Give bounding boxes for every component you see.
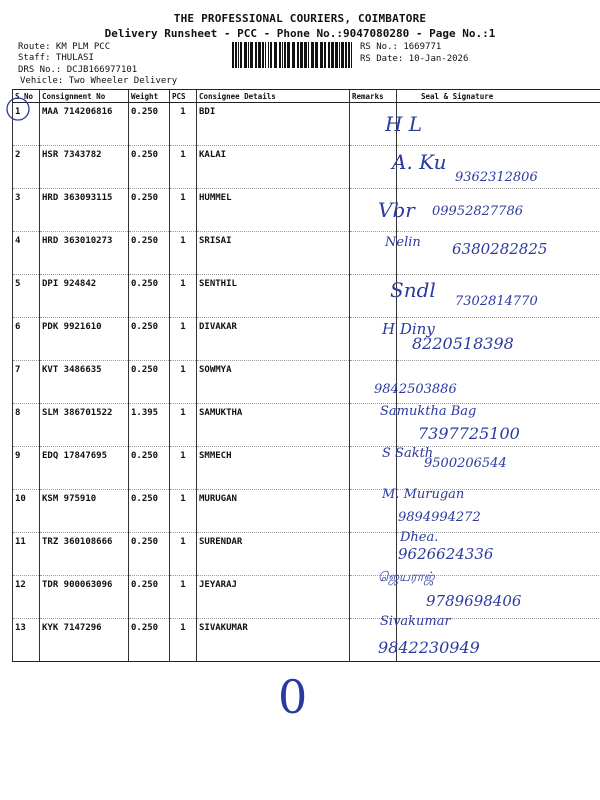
- weight-cell: 0.250: [129, 533, 170, 576]
- weight-cell: 0.250: [129, 318, 170, 361]
- weight-cell: 0.250: [129, 361, 170, 404]
- phone-note-row-13: 9842230949: [378, 638, 480, 657]
- table-row: [13, 361, 600, 404]
- phone-note-row-6: 8220518398: [412, 334, 514, 353]
- pcs-cell: 1: [170, 533, 197, 576]
- sno-cell: 7: [13, 361, 40, 404]
- barcode-bar: [351, 42, 352, 68]
- signature-row-2: A. Ku: [392, 150, 447, 174]
- staff-label: Staff: THULASI: [18, 53, 94, 63]
- barcode-graphic: [232, 42, 354, 68]
- barcode-bar: [320, 42, 323, 68]
- weight-cell: 0.250: [129, 619, 170, 662]
- signature-row-12: ஜெயராஜ்: [378, 570, 435, 585]
- handwritten-mark-bottom: 0: [278, 670, 308, 724]
- handwritten-circle-mark: [4, 94, 34, 124]
- consignment-cell: MAA 714206816: [40, 103, 129, 146]
- col-consignee: Consignee Details: [197, 90, 350, 103]
- sno-cell: 3: [13, 189, 40, 232]
- barcode-bar: [274, 42, 277, 68]
- consignee-cell: DIVAKAR: [197, 318, 350, 361]
- consignment-cell: KVT 3486635: [40, 361, 129, 404]
- consignee-cell: SMMECH: [197, 447, 350, 490]
- signature-row-11: Dhea.: [400, 530, 439, 545]
- signature-row-8: Samuktha Bag: [380, 404, 477, 419]
- weight-cell: 0.250: [129, 275, 170, 318]
- consignee-cell: JEYARAJ: [197, 576, 350, 619]
- barcode-bar: [270, 42, 272, 68]
- consignment-cell: TRZ 360108666: [40, 533, 129, 576]
- sno-cell: 11: [13, 533, 40, 576]
- signature-row-6: H Diny: [382, 320, 435, 338]
- weight-cell: 0.250: [129, 447, 170, 490]
- barcode-bar: [265, 42, 266, 68]
- phone-note-row-4: 6380282825: [452, 240, 548, 258]
- route-label: Route: KM PLM PCC: [18, 42, 111, 52]
- consignee-cell: SOWMYA: [197, 361, 350, 404]
- barcode-bar: [292, 42, 295, 68]
- rs-date: RS Date: 10-Jan-2026: [360, 54, 469, 64]
- company-name: THE PROFESSIONAL COURIERS, COIMBATORE: [173, 12, 427, 25]
- consignment-cell: TDR 900063096: [40, 576, 129, 619]
- table-row: [13, 490, 600, 533]
- barcode-bar: [287, 42, 290, 68]
- consignee-cell: SIVAKUMAR: [197, 619, 350, 662]
- remarks-cell: [350, 146, 397, 189]
- consignee-cell: HUMMEL: [197, 189, 350, 232]
- barcode-bar: [268, 42, 269, 68]
- weight-cell: 0.250: [129, 232, 170, 275]
- weight-cell: 0.250: [129, 146, 170, 189]
- pcs-cell: 1: [170, 275, 197, 318]
- barcode-bar: [238, 42, 239, 68]
- phone-note-row-12: 9789698406: [426, 592, 522, 610]
- signature-row-10: M. Murugan: [382, 487, 465, 502]
- sno-cell: 6: [13, 318, 40, 361]
- sno-cell: 4: [13, 232, 40, 275]
- col-weight: Weight: [129, 90, 170, 103]
- barcode-bar: [232, 42, 234, 68]
- consignment-cell: HRD 363010273: [40, 232, 129, 275]
- sno-cell: 9: [13, 447, 40, 490]
- signature-row-5: Sndl: [390, 278, 436, 302]
- sno-cell: 10: [13, 490, 40, 533]
- consignment-cell: EDQ 17847695: [40, 447, 129, 490]
- pcs-cell: 1: [170, 361, 197, 404]
- col-consignment: Consignment No: [40, 90, 129, 103]
- barcode-bar: [284, 42, 286, 68]
- consignment-cell: HRD 363093115: [40, 189, 129, 232]
- consignee-cell: KALAI: [197, 146, 350, 189]
- sno-cell: 5: [13, 275, 40, 318]
- barcode-bar: [250, 42, 253, 68]
- barcode-bar: [248, 42, 249, 68]
- barcode-bar: [324, 42, 326, 68]
- signature-cell: [397, 103, 600, 146]
- weight-cell: 1.395: [129, 404, 170, 447]
- pcs-cell: 1: [170, 318, 197, 361]
- consignment-cell: PDK 9921610: [40, 318, 129, 361]
- consignment-cell: SLM 386701522: [40, 404, 129, 447]
- pcs-cell: 1: [170, 490, 197, 533]
- barcode-bar: [304, 42, 307, 68]
- barcode-bar: [282, 42, 283, 68]
- table-row: [13, 103, 600, 146]
- consignment-cell: KYK 7147296: [40, 619, 129, 662]
- weight-cell: 0.250: [129, 103, 170, 146]
- consignee-cell: SAMUKTHA: [197, 404, 350, 447]
- runsheet-title: Delivery Runsheet - PCC - Phone No.:9047080280 - Page No.:1: [104, 27, 496, 40]
- consignment-cell: HSR 7343782: [40, 146, 129, 189]
- barcode-bar: [331, 42, 334, 68]
- pcs-cell: 1: [170, 189, 197, 232]
- consignee-cell: BDI: [197, 103, 350, 146]
- signature-row-1: H L: [385, 112, 423, 136]
- phone-note-row-11: 9626624336: [398, 545, 494, 563]
- consignee-cell: SURENDAR: [197, 533, 350, 576]
- col-remarks: Remarks: [350, 90, 397, 103]
- phone-note-row-2: 9362312806: [455, 170, 538, 185]
- barcode-bar: [339, 42, 340, 68]
- pcs-cell: 1: [170, 103, 197, 146]
- sno-cell: 12: [13, 576, 40, 619]
- sno-cell: 2: [13, 146, 40, 189]
- rs-number: RS No.: 1669771: [360, 42, 442, 52]
- weight-cell: 0.250: [129, 490, 170, 533]
- barcode-bar: [240, 42, 242, 68]
- barcode-bar: [300, 42, 303, 68]
- barcode-bar: [297, 42, 299, 68]
- barcode-bar: [258, 42, 261, 68]
- barcode-bar: [341, 42, 344, 68]
- signature-row-13: Sivakumar: [380, 614, 451, 629]
- signature-row-9: S Sakth: [382, 446, 434, 461]
- consignment-cell: DPI 924842: [40, 275, 129, 318]
- pcs-cell: 1: [170, 232, 197, 275]
- phone-note-row-9: 9500206544: [424, 456, 507, 471]
- sno-cell: 8: [13, 404, 40, 447]
- table-row: [13, 447, 600, 490]
- barcode-bar: [328, 42, 330, 68]
- phone-note-row-10: 9894994272: [398, 510, 481, 525]
- barcode-bar: [335, 42, 338, 68]
- weight-cell: 0.250: [129, 189, 170, 232]
- consignee-cell: SRISAI: [197, 232, 350, 275]
- phone-note-row-5: 7302814770: [455, 294, 538, 309]
- barcode-bar: [279, 42, 281, 68]
- barcode-bar: [244, 42, 247, 68]
- barcode-bar: [311, 42, 314, 68]
- barcode-bar: [345, 42, 347, 68]
- barcode-bar: [255, 42, 257, 68]
- barcode-bar: [348, 42, 350, 68]
- consignee-cell: MURUGAN: [197, 490, 350, 533]
- col-signature: Seal & Signature: [397, 90, 600, 103]
- table-row: [13, 533, 600, 576]
- barcode-bar: [308, 42, 309, 68]
- weight-cell: 0.250: [129, 576, 170, 619]
- barcode-bar: [262, 42, 264, 68]
- barcode-bar: [315, 42, 318, 68]
- barcode-bar: [235, 42, 237, 68]
- pcs-cell: 1: [170, 619, 197, 662]
- vehicle-label: Vehicle: Two Wheeler Delivery: [20, 76, 178, 86]
- sno-cell: 13: [13, 619, 40, 662]
- pcs-cell: 1: [170, 404, 197, 447]
- consignment-cell: KSM 975910: [40, 490, 129, 533]
- signature-row-4: Nelin: [385, 235, 421, 250]
- phone-note-row-7: 9842503886: [374, 382, 457, 397]
- sno-cell: 1: [13, 103, 40, 146]
- table-row: [13, 619, 600, 662]
- phone-note-row-8: 7397725100: [418, 424, 520, 443]
- signature-row-3: Vbr: [378, 198, 415, 222]
- pcs-cell: 1: [170, 576, 197, 619]
- phone-note-row-3: 09952827786: [432, 204, 523, 219]
- consignee-cell: SENTHIL: [197, 275, 350, 318]
- pcs-cell: 1: [170, 146, 197, 189]
- col-pcs: PCS: [170, 90, 197, 103]
- pcs-cell: 1: [170, 447, 197, 490]
- drs-number: DRS No.: DCJB166977101: [18, 65, 138, 75]
- table-header-row: [13, 90, 600, 103]
- col-sno: S No: [13, 90, 40, 103]
